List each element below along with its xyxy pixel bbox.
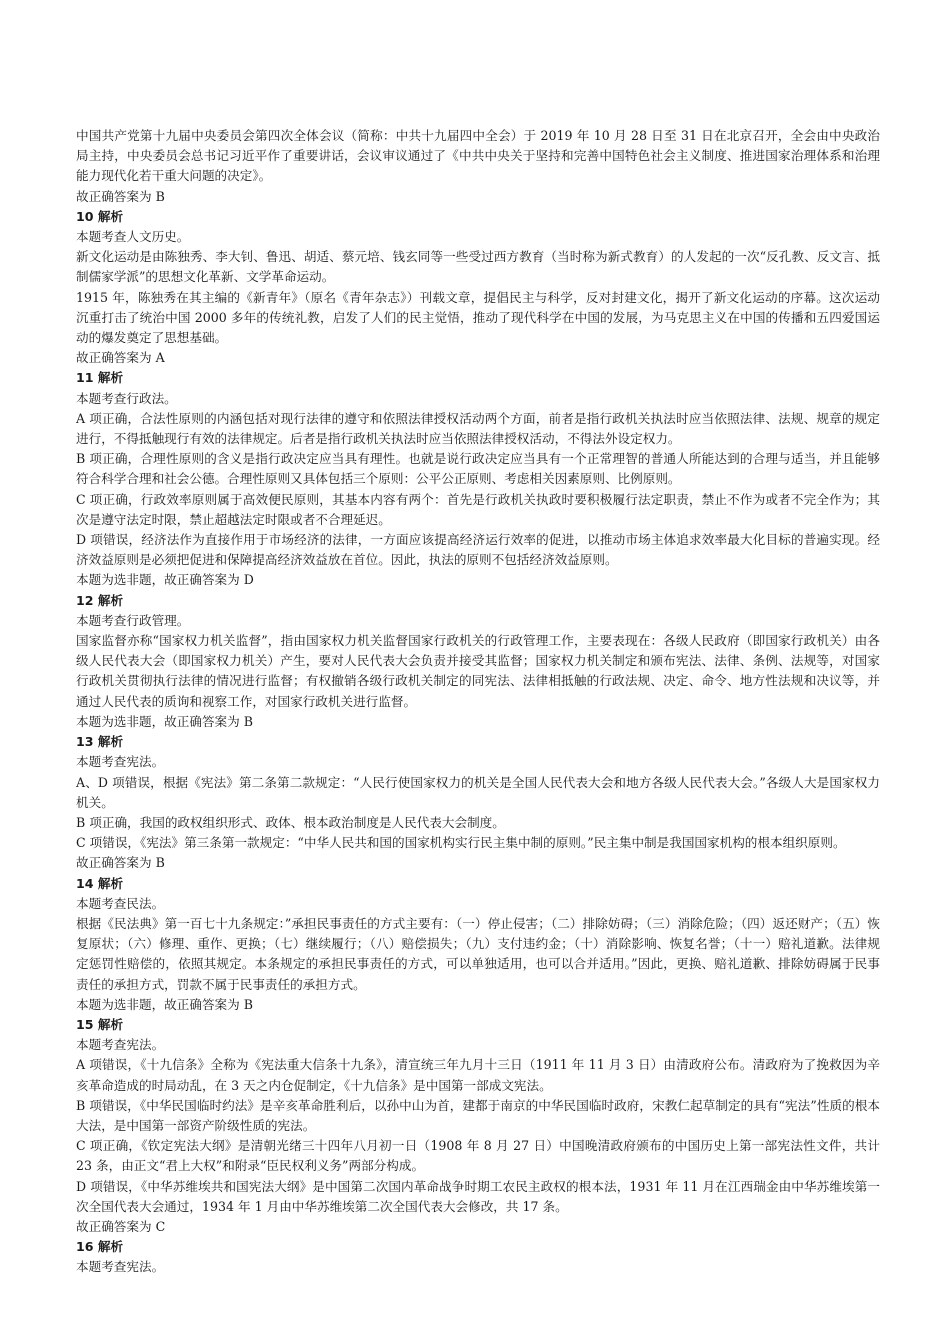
paragraph: C 项正确，行政效率原则属于高效便民原则，其基本内容有两个：首先是行政机关执政时要积极履行法定职责，禁止不作为或者不完全作为；其次是遵守法定时限，禁止超越法定时限或者不合理延迟。 (76, 491, 880, 527)
section-14 (76, 874, 880, 1015)
paragraph: 本题考查人文历史。 (76, 229, 190, 245)
answer-line: 故正确答案为 A (76, 350, 165, 366)
section-heading: 10 解析 (76, 208, 124, 224)
paragraph: C 项错误，《宪法》第三条第一款规定：“中华人民共和国的国家机构实行民主集中制的原则。”民主集中制是我国国家机构的根本组织原则。 (76, 835, 846, 851)
section-heading: 13 解析 (76, 734, 124, 750)
paragraph: 本题考查宪法。 (76, 1037, 165, 1053)
paragraph: B 项正确，我国的政权组织形式、政体、根本政治制度是人民代表大会制度。 (76, 814, 505, 830)
paragraph: 本题考查宪法。 (76, 1259, 165, 1275)
paragraph: 本题考查宪法。 (76, 754, 165, 770)
paragraph: B 项正确，合理性原则的含义是指行政决定应当具有理性。也就是说行政决定应当具有一个正常理智的普通人所能达到的合理与适当，并且能够符合科学合理和社会公德。合理性原则又具体包括三个原则：公平公正原则、考虑相关因素原则、比例原则。 (76, 451, 880, 487)
paragraph: 根据《民法典》第一百七十九条规定：”承担民事责任的方式主要有：（一）停止侵害；（二）排除妨碍；（三）消除危险；（四）返还财产；（五）恢复原状；（六）修理、重作、更换；（七）继续履行；（八）赔偿损失；（九）支付违约金；（十）消除影响、恢复名誉；（十一）赔礼道歉。法律规定惩罚性赔偿的，依照其规定。本条规定的承担民事责任的方式，可以单独适用，也可以合并适用。”因此，更换、赔礼道歉、排除妨碍属于民事责任的承担方式，罚款不属于民事责任的承担方式。 (76, 915, 880, 992)
document-page (76, 126, 885, 1278)
answer-line: 本题为选非题，故正确答案为 D (76, 572, 254, 588)
paragraph: A、D 项错误，根据《宪法》第二条第二款规定：“人民行使国家权力的机关是全国人民代表大会和地方各级人民代表大会。”各级人大是国家权力机关。 (76, 774, 880, 810)
paragraph: A 项错误，《十九信条》全称为《宪法重大信条十九条》，清宣统三年九月十三日（1911 年 11 月 3 日）由清政府公布。清政府为了挽救因为辛亥革命造成的时局动乱，在 3 天之内仓促制定，《十九信条》是中国第一部成文宪法。 (76, 1057, 880, 1093)
paragraph: C 项正确，《钦定宪法大纲》是清朝光绪三十四年八月初一日（1908 年 8 月 27 日）中国晚清政府颁布的中国历史上第一部宪法性文件，共计 23 条，由正文“君上大权”和附录“臣民权利义务”两部分构成。 (76, 1138, 885, 1174)
section-16 (76, 1237, 880, 1277)
section-12 (76, 591, 880, 732)
answer-line: 故正确答案为 C (76, 1218, 166, 1234)
paragraph: 新文化运动是由陈独秀、李大钊、鲁迅、胡适、蔡元培、钱玄同等一些受过西方教育（当时称为新式教育）的人发起的一次“反孔教、反文言、抵制儒家学派”的思想文化革新、文学革命运动。 (76, 249, 880, 285)
section-heading: 15 解析 (76, 1016, 124, 1032)
paragraph: 本题考查行政法。 (76, 390, 177, 406)
paragraph: B 项错误，《中华民国临时约法》是辛亥革命胜利后，以孙中山为首，建都于南京的中华民国临时政府，宋教仁起草制定的具有“宪法”性质的根本大法，是中国第一部资产阶级性质的宪法。 (76, 1097, 880, 1133)
paragraph: 1915 年，陈独秀在其主编的《新青年》（原名《青年杂志》）刊载文章，提倡民主与科学，反对封建文化，揭开了新文化运动的序幕。这次运动沉重打击了统治中国 2000 多年的传统礼教，启发了人们的民主觉悟，推动了现代科学在中国的发展，为马克思主义在中国的传播和五四爱国运动的爆发奠定了思想基础。 (76, 289, 880, 346)
answer-line: 本题为选非题，故正确答案为 B (76, 713, 253, 729)
section-heading: 11 解析 (76, 370, 124, 386)
paragraph: 国家监督亦称“国家权力机关监督”，指由国家权力机关监督国家行政机关的行政管理工作，主要表现在：各级人民政府（即国家行政机关）由各级人民代表大会（即国家权力机关）产生，要对人民代表大会负责并接受其监督；国家权力机关制定和颁布宪法、法律、条例、法规等，对国家行政机关贯彻执行法律的情况进行监督；有权撤销各级行政机关制定的同宪法、法律相抵触的行政法规、决定、命令、地方性法规和决议等，并通过人民代表的质询和视察工作，对国家行政机关进行监督。 (76, 633, 880, 709)
answer-line: 故正确答案为 B (76, 188, 165, 204)
section-heading: 12 解析 (76, 592, 124, 608)
paragraph: D 项错误，《中华苏维埃共和国宪法大纲》是中国第二次国内革命战争时期工农民主政权的根本法，1931 年 11 月在江西瑞金由中华苏维埃第一次全国代表大会通过，1934 年 1 月由中华苏维埃第二次全国代表大会修改，共 17 条。 (76, 1178, 880, 1214)
intro-block (76, 126, 880, 207)
section-11 (76, 368, 880, 590)
paragraph: A 项正确，合法性原则的内涵包括对现行法律的遵守和依照法律授权活动两个方面，前者是指行政机关执法时应当依照法律、法规、规章的规定进行，不得抵触现行有效的法律规定。后者是指行政机关执法时应当依照法律授权活动，不得法外设定权力。 (76, 410, 880, 447)
section-15 (76, 1015, 885, 1237)
section-10 (76, 207, 880, 369)
paragraph: 中国共产党第十九届中央委员会第四次全体会议（简称：中共十九届四中全会）于 2019 年 10 月 28 日至 31 日在北京召开，全会由中央政治局主持，中央委员会总书记习近平作了重要讲话，会议审议通过了《中共中央关于坚持和完善中国特色社会主义制度、推进国家治理体系和治理能力现代化若干重大问题的决定》。 (76, 128, 880, 184)
answer-line: 本题为选非题，故正确答案为 B (76, 996, 253, 1012)
answer-line: 故正确答案为 B (76, 855, 165, 871)
paragraph: D 项错误，经济法作为直接作用于市场经济的法律，一方面应该提高经济运行效率的促进，以推动市场主体追求效率最大化目标的普遍实现。经济效益原则是必须把促进和保障提高经济效益放在首位。因此，执法的原则不包括经济效益原则。 (76, 532, 880, 568)
paragraph: 本题考查民法。 (76, 895, 165, 911)
paragraph: 本题考查行政管理。 (76, 612, 190, 628)
section-heading: 16 解析 (76, 1239, 124, 1255)
section-13 (76, 732, 880, 873)
section-heading: 14 解析 (76, 875, 124, 891)
